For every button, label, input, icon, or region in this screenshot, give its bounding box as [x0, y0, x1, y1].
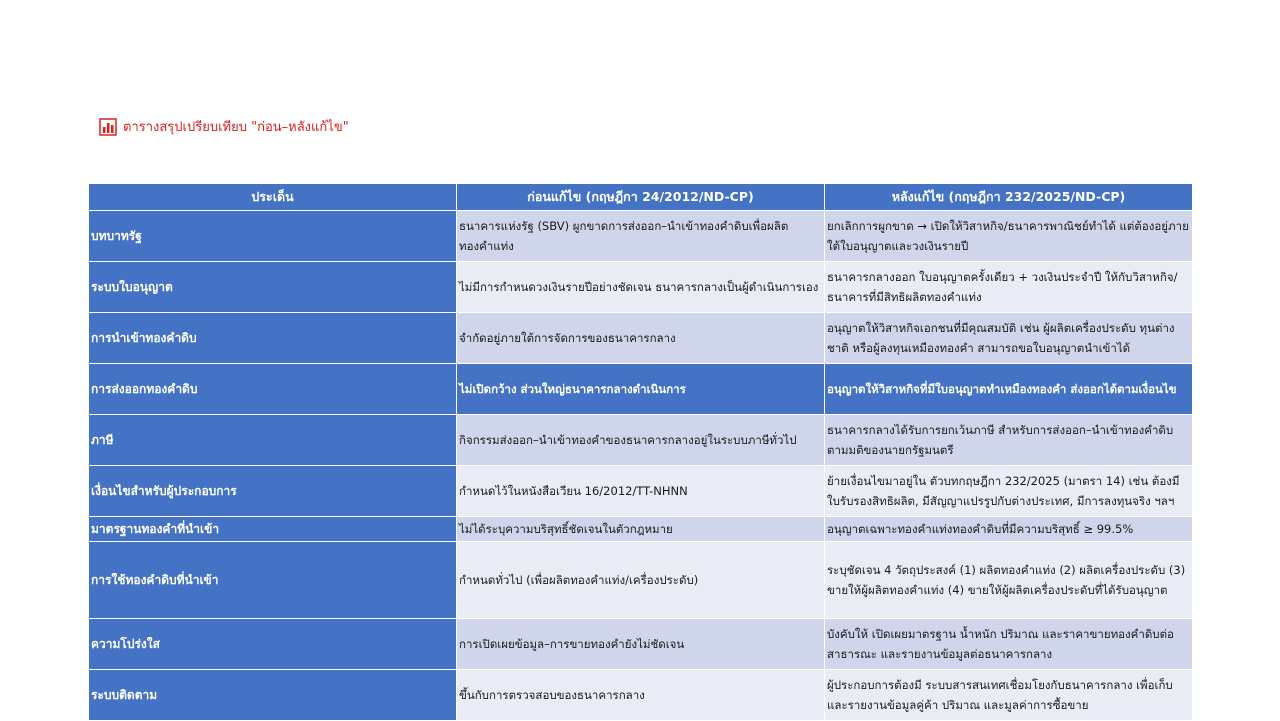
row-before: ขึ้นกับการตรวจสอบของธนาคารกลาง [457, 670, 825, 721]
table-row [89, 364, 1193, 415]
row-after: ธนาคารกลางได้รับการยกเว้นภาษี สำหรับการส่งออก–นำเข้าทองคำดิบตามมติของนายกรัฐมนตรี [825, 415, 1193, 466]
row-issue: เงื่อนไขสำหรับผู้ประกอบการ [89, 466, 457, 517]
row-before: ไม่เปิดกว้าง ส่วนใหญ่ธนาคารกลางดำเนินการ [457, 364, 825, 415]
table-row [89, 211, 1193, 262]
row-issue: ภาษี [89, 415, 457, 466]
table-row [89, 313, 1193, 364]
row-after: อนุญาตให้วิสาหกิจเอกชนที่มีคุณสมบัติ เช่น ผู้ผลิตเครื่องประดับ ทุนต่างชาติ หรือผู้ลงทุนเหมืองทองคำ สามารถขอใบอนุญาตนำเข้าได้ [825, 313, 1193, 364]
row-before: ไม่ได้ระบุความบริสุทธิ์ชัดเจนในตัวกฎหมาย [457, 517, 825, 542]
row-issue: การใช้ทองคำดิบที่นำเข้า [89, 542, 457, 619]
row-issue: การนำเข้าทองคำดิบ [89, 313, 457, 364]
row-before: ไม่มีการกำหนดวงเงินรายปีอย่างชัดเจน ธนาคารกลางเป็นผู้ดำเนินการเอง [457, 262, 825, 313]
table-row [89, 517, 1193, 542]
row-after: ย้ายเงื่อนไขมาอยู่ใน ตัวบทกฤษฎีกา 232/2025 (มาตรา 14) เช่น ต้องมีใบรับรองสิทธิผลิต, มีสัญญาแปรรูปกับต่างประเทศ, มีการลงทุนจริง ฯลฯ [825, 466, 1193, 517]
table-row [89, 619, 1193, 670]
row-before: กิจกรรมส่งออก–นำเข้าทองคำของธนาคารกลางอยู่ในระบบภาษีทั่วไป [457, 415, 825, 466]
table-row [89, 670, 1193, 721]
row-issue: การส่งออกทองคำดิบ [89, 364, 457, 415]
row-issue: ระบบใบอนุญาต [89, 262, 457, 313]
row-after: ระบุชัดเจน 4 วัตถุประสงค์ (1) ผลิตทองคำแท่ง (2) ผลิตเครื่องประดับ (3) ขายให้ผู้ผลิตทองคำแท่ง (4) ขายให้ผู้ผลิตเครื่องประดับที่ได้รับอนุญาต [825, 542, 1193, 619]
row-after: อนุญาตเฉพาะทองคำแท่งทองคำดิบที่มีความบริสุทธิ์ ≥ 99.5% [825, 517, 1193, 542]
column-header-after: หลังแก้ไข (กฤษฎีกา 232/2025/ND-CP) [825, 184, 1193, 211]
row-after: อนุญาตให้วิสาหกิจที่มีใบอนุญาตทำเหมืองทองคำ ส่งออกได้ตามเงื่อนไข [825, 364, 1193, 415]
row-before: กำหนดทั่วไป (เพื่อผลิตทองคำแท่ง/เครื่องประดับ) [457, 542, 825, 619]
row-after: ธนาคารกลางออก ใบอนุญาตครั้งเดียว + วงเงินประจำปี ให้กับวิสาหกิจ/ธนาคารที่มีสิทธิผลิตทองคำแท่ง [825, 262, 1193, 313]
page-title-text: ตารางสรุปเปรียบเทียบ "ก่อน–หลังแก้ไข" [123, 120, 349, 135]
column-header-issue: ประเด็น [89, 184, 457, 211]
table-header-row [89, 184, 1193, 211]
table-row [89, 542, 1193, 619]
row-before: การเปิดเผยข้อมูล–การขายทองคำยังไม่ชัดเจน [457, 619, 825, 670]
table-row [89, 262, 1193, 313]
row-after: ยกเลิกการผูกขาด → เปิดให้วิสาหกิจ/ธนาคารพาณิชย์ทำได้ แต่ต้องอยู่ภายใต้ใบอนุญาตและวงเงินรายปี [825, 211, 1193, 262]
table-row [89, 415, 1193, 466]
row-after: ผู้ประกอบการต้องมี ระบบสารสนเทศเชื่อมโยงกับธนาคารกลาง เพื่อเก็บและรายงานข้อมูลคู่ค้า ปริมาณ และมูลค่าการซื้อขาย [825, 670, 1193, 721]
comparison-table [88, 183, 1193, 721]
row-issue: บทบาทรัฐ [89, 211, 457, 262]
row-issue: ระบบติดตาม [89, 670, 457, 721]
row-after: บังคับให้ เปิดเผยมาตรฐาน น้ำหนัก ปริมาณ และราคาขายทองคำดิบต่อสาธารณะ และรายงานข้อมูลต่อธนาคารกลาง [825, 619, 1193, 670]
row-issue: ความโปร่งใส [89, 619, 457, 670]
page-title [99, 116, 349, 137]
row-before: ธนาคารแห่งรัฐ (SBV) ผูกขาดการส่งออก–นำเข้าทองคำดิบเพื่อผลิตทองคำแท่ง [457, 211, 825, 262]
bar-chart-icon [99, 118, 117, 136]
row-before: กำหนดไว้ในหนังสือเวียน 16/2012/TT-NHNN [457, 466, 825, 517]
row-before: จำกัดอยู่ภายใต้การจัดการของธนาคารกลาง [457, 313, 825, 364]
row-issue: มาตรฐานทองคำที่นำเข้า [89, 517, 457, 542]
column-header-before: ก่อนแก้ไข (กฤษฎีกา 24/2012/ND-CP) [457, 184, 825, 211]
table-row [89, 466, 1193, 517]
